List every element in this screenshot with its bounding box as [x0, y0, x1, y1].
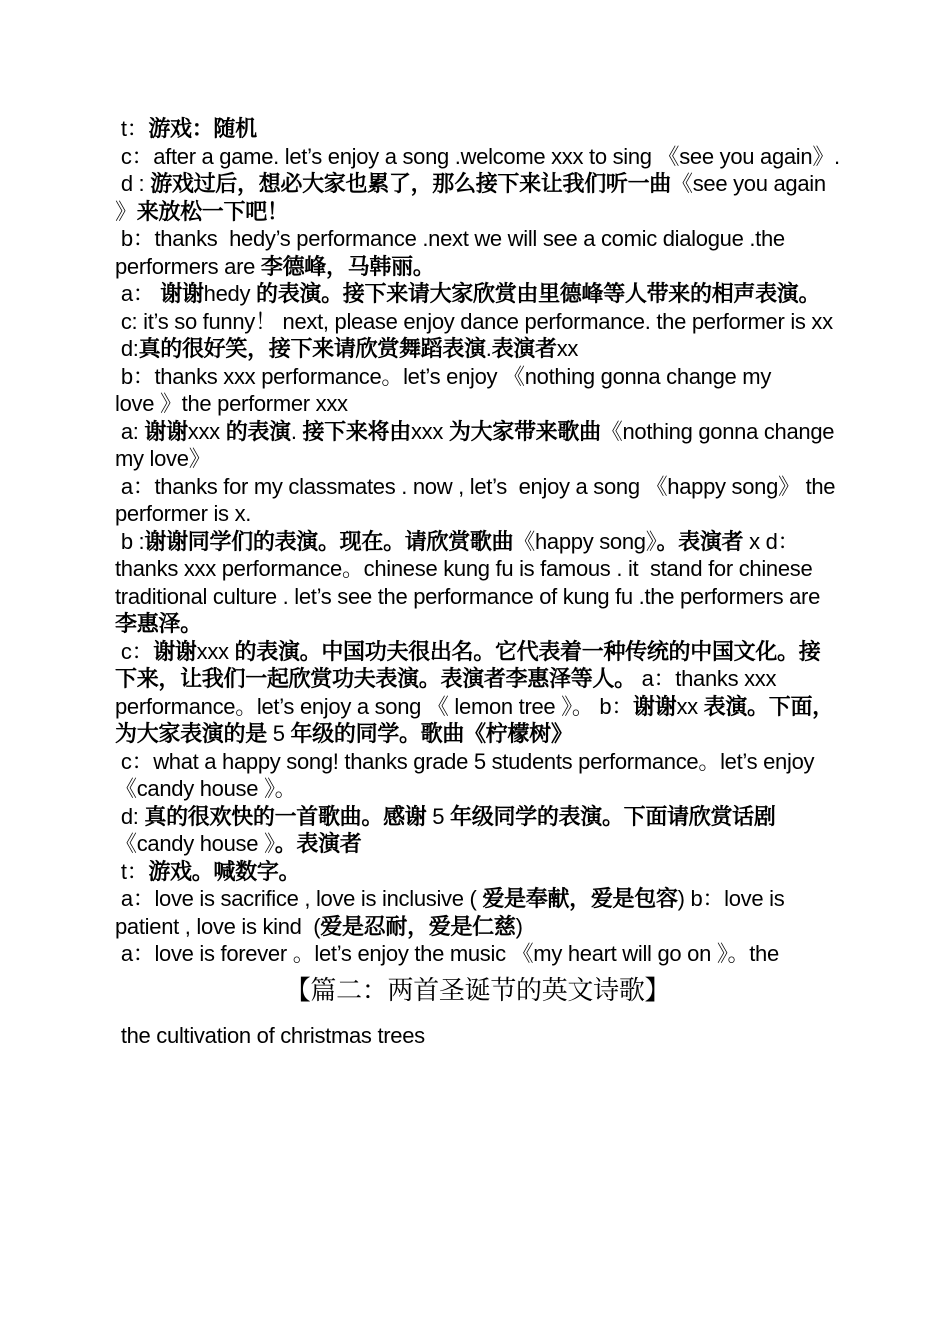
- text-run: 《candy house 》: [115, 831, 275, 856]
- text-run: 《see you again 》: [115, 171, 832, 224]
- chinese-bold-text: 。表演者: [274, 831, 362, 856]
- text-run: xxx: [410, 418, 449, 444]
- chinese-bold-text: 年级的同学。歌曲《柠檬树》: [290, 721, 573, 746]
- script-body: [115, 115, 840, 968]
- chinese-bold-text: 谢谢: [153, 638, 197, 664]
- text-run: .: [290, 418, 303, 444]
- text-run: xxx: [187, 418, 226, 444]
- chinese-bold-text: 来放松一下吧！: [136, 198, 289, 224]
- script-line: [115, 363, 840, 418]
- chinese-bold-text: 为大家带来歌曲: [448, 418, 601, 444]
- text-run: a：love is sacrifice , love is inclusive (: [115, 886, 483, 911]
- chinese-bold-text: 真的很欢快的一首歌曲。感谢: [144, 803, 427, 829]
- script-line: [115, 280, 840, 308]
- chinese-bold-text: 表演。下面，为大家表演的是: [115, 693, 834, 746]
- script-line: [115, 940, 840, 968]
- chinese-bold-text: 表演者: [491, 336, 557, 361]
- text-run: a：thanks xxx performance。let’s enjoy a song 《 lemon tree 》。 b：: [115, 666, 783, 719]
- chinese-bold-text: 真的很好笑，接下来请欣赏舞蹈表演: [138, 336, 486, 361]
- chinese-bold-text: 谢谢: [144, 418, 188, 444]
- chinese-bold-text: 的表演。接下来请大家欣赏由里德峰等人带来的相声表演。: [256, 281, 821, 306]
- script-line: [115, 638, 840, 748]
- text-run: d:: [115, 336, 139, 361]
- script-line: [115, 885, 840, 940]
- text-run: hedy: [203, 281, 256, 306]
- script-line: [115, 225, 840, 280]
- script-line: [115, 803, 840, 858]
- chinese-bold-text: 接下来将由: [302, 418, 411, 444]
- text-run: xx: [556, 336, 579, 361]
- script-line: [115, 473, 840, 528]
- text-run: c：: [115, 638, 154, 664]
- chinese-bold-text: 爱是奉献，爱是包容: [482, 886, 678, 911]
- text-run: xxx: [196, 638, 235, 664]
- text-run: 《nothing gonna change my love》: [115, 418, 841, 471]
- text-run: a：love is forever 。let’s enjoy the music 《my heart will go on 》。the: [115, 941, 779, 966]
- text-run: b：thanks hedy’s performance .next we will see a comic dialogue .the performers are: [115, 226, 791, 279]
- script-line: [115, 418, 840, 473]
- script-line: [115, 528, 840, 638]
- text-run: ) b：love is patient , love is kind (: [115, 886, 791, 939]
- chinese-bold-text: 。表演者: [656, 528, 744, 554]
- script-line: [115, 143, 840, 171]
- text-run: a:: [115, 418, 145, 444]
- script-line: [115, 335, 840, 363]
- chinese-bold-text: 谢谢: [160, 281, 204, 306]
- text-run: x d：thanks xxx performance。chinese kung fu is famous . it stand for chinese traditional culture . let’s see the performance of kung fu .the performers are: [115, 528, 826, 609]
- chinese-bold-text: 爱是忍耐，爱是仁慈: [320, 913, 516, 939]
- document-page: [115, 115, 840, 1049]
- chinese-bold-text: 李惠泽。: [115, 611, 202, 636]
- chinese-bold-text: 谢谢: [633, 693, 677, 719]
- poem-title: the cultivation of christmas trees: [115, 1022, 425, 1048]
- script-line: [115, 308, 840, 336]
- chinese-bold-text: 的表演: [225, 418, 291, 444]
- script-line: [115, 858, 840, 886]
- text-run: 5: [266, 721, 291, 746]
- text-run: d :: [115, 171, 151, 196]
- script-line: [115, 748, 840, 803]
- chinese-bold-text: 谢谢同学们的表演。现在。请欣赏歌曲: [144, 528, 514, 554]
- script-line: [115, 115, 840, 143]
- chinese-bold-text: 的表演。中国功夫很出名。它代表着一种传统的中国文化。接下来，让我们一起欣赏功夫表演。表演者李惠泽等人。: [115, 638, 821, 691]
- text-run: xx: [676, 693, 704, 719]
- section-title: 【篇二：两首圣诞节的英文诗歌】: [284, 975, 671, 1006]
- text-run: b :: [115, 528, 145, 554]
- text-run: ): [515, 913, 523, 939]
- text-run: a：thanks for my classmates . now , let’s enjoy a song 《happy song》 the performer is x.: [115, 473, 842, 526]
- chinese-bold-text: 游戏。喊数字。: [148, 858, 301, 884]
- text-run: d:: [115, 803, 145, 829]
- text-run: c: it’s so funny！ next, please enjoy dance performance. the performer is xx: [115, 308, 833, 334]
- chinese-bold-text: 游戏过后，想必大家也累了，那么接下来让我们听一曲: [150, 171, 671, 196]
- chinese-bold-text: 李德峰，马韩丽。: [260, 253, 435, 279]
- chinese-bold-text: 年级同学的表演。下面请欣赏话剧: [450, 803, 776, 829]
- text-run: t：: [115, 858, 149, 884]
- text-run: 5: [426, 803, 451, 829]
- text-run: t：: [115, 116, 149, 141]
- text-run: .: [485, 336, 492, 361]
- text-run: c：after a game. let’s enjoy a song .welcome xxx to sing 《see you again》.: [115, 143, 840, 169]
- script-line: [115, 170, 840, 225]
- text-run: b：thanks xxx performance。let’s enjoy 《nothing gonna change my love 》the performer xxx: [115, 363, 772, 416]
- text-run: c：what a happy song! thanks grade 5 students performance。let’s enjoy 《candy house 》。: [115, 748, 821, 801]
- chinese-bold-text: 游戏：随机: [148, 116, 257, 141]
- text-run: a：: [115, 281, 161, 306]
- text-run: 《happy song》: [513, 528, 657, 554]
